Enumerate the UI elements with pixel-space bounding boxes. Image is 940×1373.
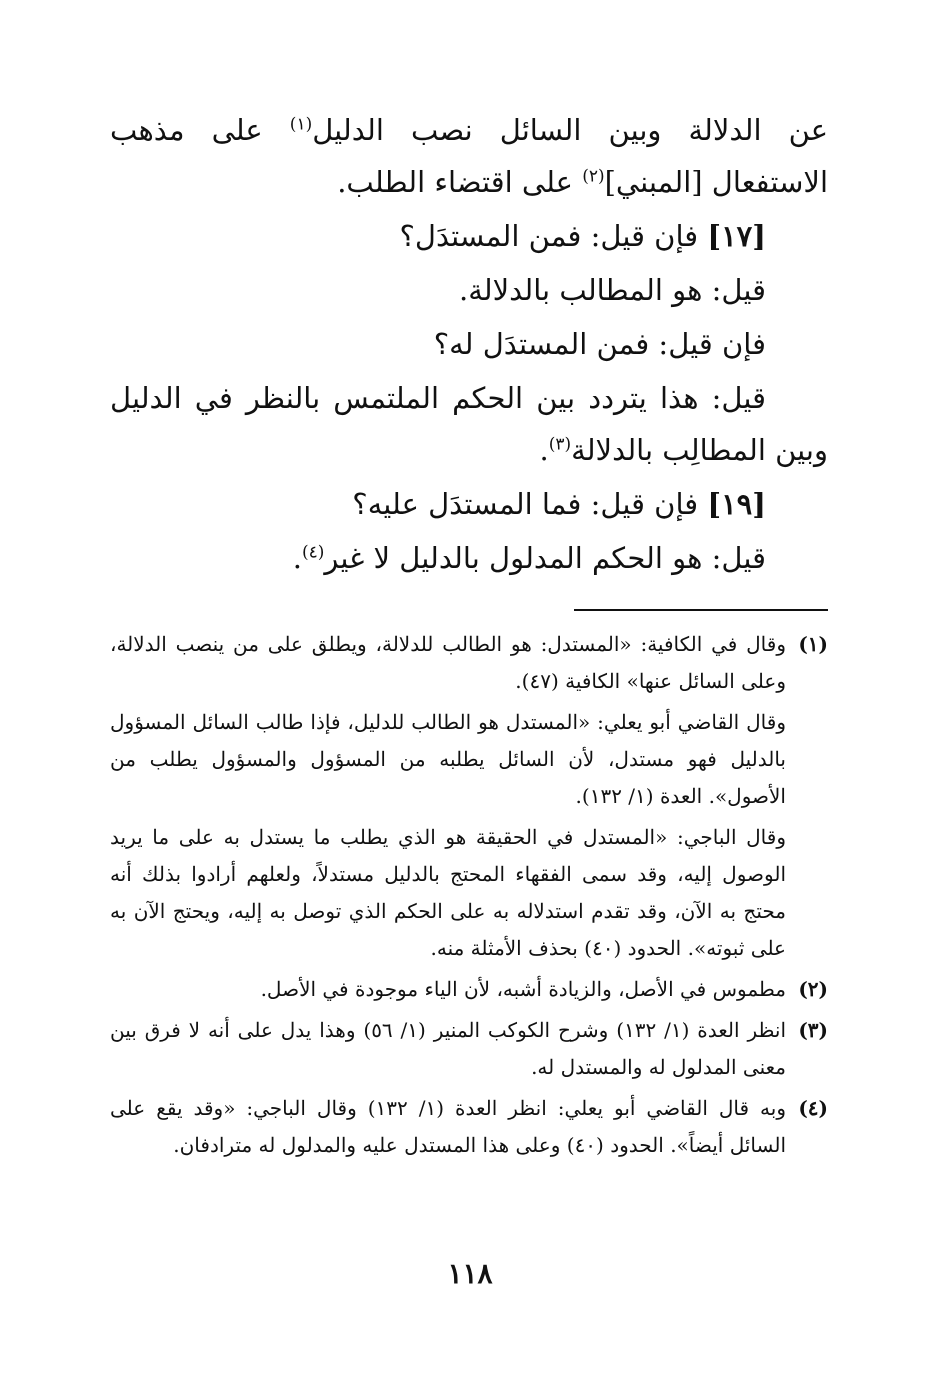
main-text (110, 104, 828, 586)
question-17-number: [١٧] (707, 219, 766, 253)
footnote-text: مطموس في الأصل، والزيادة أشبه، لأن الياء موجودة في الأصل. (260, 977, 786, 1001)
footnote-text: وقال في الكافية: «المستدل: هو الطالب للدلالة، ويطلق على من ينصب الدلالة، وعلى السائل عنها» الكافية (٤٧). (110, 632, 786, 693)
answer-17: قيل: هو المطالب بالدلالة. (459, 273, 766, 307)
footnote-separator (574, 609, 828, 611)
footnote-mark: (٣) (798, 1018, 828, 1042)
footnote-mark: (١) (798, 632, 828, 656)
question-17: [١٧] فإن قيل: فمن المستدَل؟ (399, 219, 766, 253)
footnote-ref-4[interactable]: (٤) (301, 542, 325, 563)
footnote-text: وقال القاضي أبو يعلي: «المستدل هو الطالب للدليل، فإذا طالب السائل المسؤول بالدليل فهو مستدل، لأن السائل يطلبه من المسؤول والمسؤول يطلب من الأصول». العدة (١/ ١٣٢). (110, 710, 786, 808)
footnotes (110, 626, 828, 1168)
footnote-text: انظر العدة (١/ ١٣٢) وشرح الكوكب المنير (١/ ٥٦) وهذا يدل على أنه لا فرق بين معنى المدلول له والمستدل له. (110, 1018, 787, 1079)
page-number: ١١٨ (447, 1257, 493, 1290)
footnote-text: وقال الباجي: «المستدل في الحقيقة هو الذي يطلب ما يستدل به على ما يريد الوصول إليه، وقد سمى الفقهاء المحتج بالدليل مستدلاً، ولعلهم أرادوا بذلك أنه محتج به الآن، وقد تقدم استدلاله به على الحكم الذي توصل به إليه، ويحتج الآن به على ثبوته». الحدود (٤٠) بحذف الأمثلة منه. (110, 825, 786, 960)
footnote-mark: (٤) (798, 1096, 828, 1120)
answer-19: قيل: هو الحكم المدلول بالدليل لا غير$^{(٤)}$. (292, 541, 766, 575)
footnote-ref-1[interactable]: (١) (289, 114, 313, 135)
footnote-ref-3[interactable]: (٣) (548, 434, 572, 455)
footnote-3 (110, 1012, 828, 1086)
question-18: فإن قيل: فمن المستدَل له؟ (433, 327, 766, 361)
answer-18: قيل: هذا يتردد بين الحكم الملتمس بالنظر في الدليل وبين المطالِب بالدلالة$^{(٣)}$. (110, 381, 828, 467)
paragraph-intro: عن الدلالة وبين السائل نصب الدليل$^{(١)}$ على مذهب الاستفعال [المبني]$^{(٢)}$ على اقتضاء الطلب. (110, 113, 828, 199)
footnote-mark: (٢) (798, 977, 828, 1001)
question-19-number: [١٩] (707, 487, 766, 521)
footnote-2 (110, 971, 828, 1008)
footnote-1 (110, 626, 828, 967)
footnote-text: وبه قال القاضي أبو يعلي: انظر العدة (١/ ١٣٢) وقال الباجي: «وقد يقع على السائل أيضاً». الحدود (٤٠) وعلى هذا المستدل عليه والمدلول له مترادفان. (110, 1096, 786, 1157)
question-19: [١٩] فإن قيل: فما المستدَل عليه؟ (352, 487, 766, 521)
footnote-4 (110, 1090, 828, 1164)
footnote-ref-2[interactable]: (٢) (582, 166, 605, 187)
